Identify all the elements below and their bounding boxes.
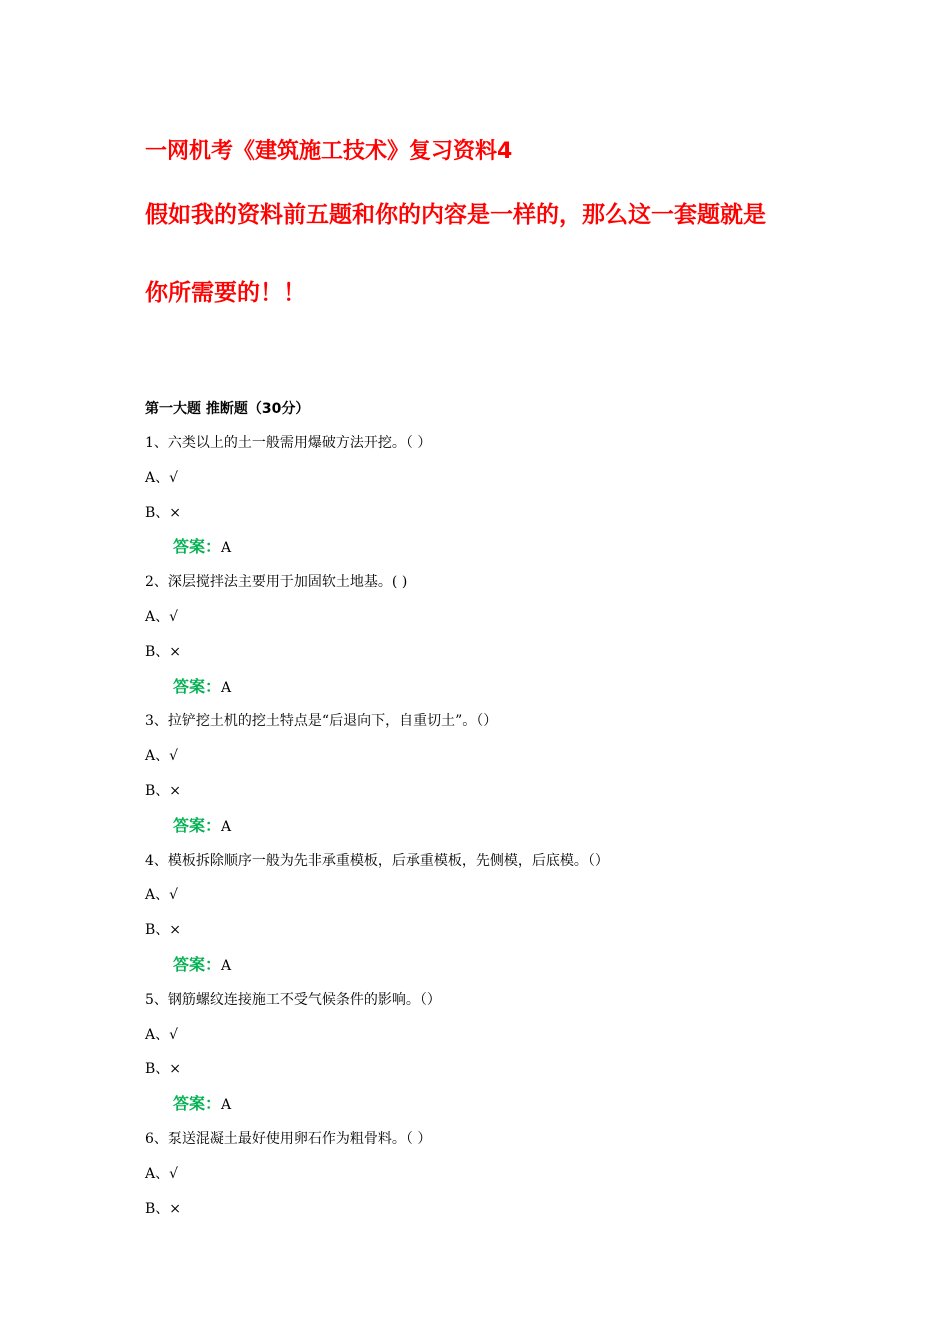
notice-line-1: 假如我的资料前五题和你的内容是一样的，那么这一套题就是 [145, 202, 766, 228]
question-item [145, 709, 865, 848]
question-item [145, 431, 865, 570]
option-a: A、√ [145, 608, 179, 625]
question-item [145, 570, 865, 709]
option-b: B、× [145, 782, 182, 799]
question-item [145, 988, 865, 1127]
answer-value: A [221, 818, 232, 835]
document-title: 一网机考《建筑施工技术》复习资料4 [145, 139, 513, 164]
option-b: B、× [145, 504, 182, 521]
question-text: 3、拉铲挖土机的挖土特点是“后退向下，自重切土”。（） [145, 713, 498, 730]
answer-value: A [221, 540, 232, 557]
question-text: 5、钢筋螺纹连接施工不受气候条件的影响。（） [145, 991, 441, 1008]
answer-label: 答案： [173, 1094, 222, 1114]
answer [145, 953, 865, 988]
option-b: B、× [145, 922, 182, 939]
answer-value: A [221, 679, 232, 696]
option-a: A、√ [145, 887, 179, 904]
question-item [145, 1127, 865, 1231]
question-list [145, 431, 865, 1231]
answer [145, 535, 865, 570]
question-text: 2、深层搅拌法主要用于加固软土地基。( ) [145, 574, 408, 591]
option-a: A、√ [145, 748, 179, 765]
question-text: 4、模板拆除顺序一般为先非承重模板，后承重模板，先侧模，后底模。（） [145, 852, 609, 869]
answer-label: 答案： [173, 676, 222, 696]
answer-label: 答案： [173, 954, 222, 974]
answer-value: A [221, 957, 232, 974]
option-b: B、× [145, 643, 182, 660]
question-text: 6、泵送混凝土最好使用卵石作为粗骨料。（ ） [145, 1130, 432, 1147]
question-text: 1、六类以上的土一般需用爆破方法开挖。（ ） [145, 435, 432, 451]
option-a: A、√ [145, 469, 179, 486]
option-a: A、√ [145, 1165, 179, 1182]
option-a: A、√ [145, 1026, 179, 1043]
answer-label: 答案： [173, 815, 222, 835]
answer [145, 675, 865, 710]
answer-value: A [221, 1097, 232, 1114]
section-heading: 第一大题 推断题（30分） [145, 401, 310, 417]
option-b: B、× [145, 1061, 182, 1078]
answer [145, 814, 865, 849]
answer-label: 答案： [173, 537, 222, 557]
option-b: B、× [145, 1200, 182, 1217]
notice-line-2: 你所需要的！！ [145, 280, 306, 306]
question-item [145, 849, 865, 988]
answer [145, 1092, 865, 1127]
